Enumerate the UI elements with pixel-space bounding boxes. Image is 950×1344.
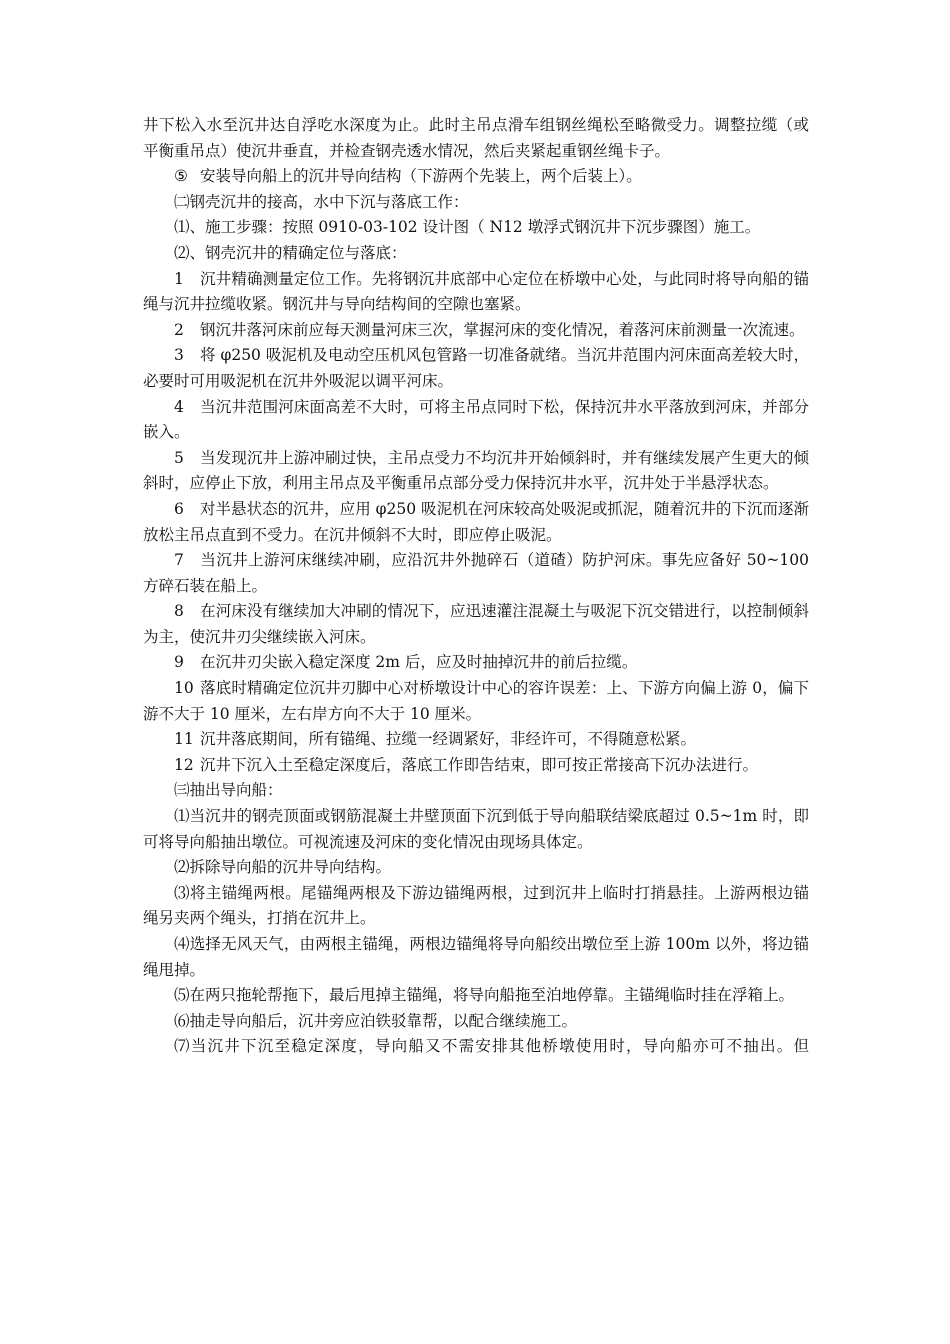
paragraph-p19	[143, 855, 809, 881]
paragraph-text: 将 φ250 吸泥机及电动空压机风包管路一切准备就绪。当沉井范围内河床面高差较大时，必要时可用吸泥机在沉井外吸泥以调平河床。	[143, 346, 809, 390]
item-number: 2	[174, 320, 184, 339]
list-item-8	[143, 599, 809, 650]
paragraph-p04	[143, 241, 809, 267]
paragraph-p18	[143, 804, 809, 855]
item-number: 3	[174, 346, 184, 365]
item-number: 6	[174, 499, 184, 518]
list-item-5	[143, 446, 809, 497]
paragraph-text: ⑷选择无风天气，由两根主锚绳，两根边锚绳将导向船绞出墩位至上游 100m 以外，将边锚绳甩掉。	[143, 935, 809, 979]
list-item-10	[143, 676, 809, 727]
section-heading-2	[143, 190, 809, 216]
list-item-1	[143, 267, 809, 318]
paragraph-text: ⑹抽走导向船后，沉井旁应泊铁驳靠帮，以配合继续施工。	[174, 1011, 578, 1030]
paragraph-text: 沉井下沉入土至稳定深度后，落底工作即告结束，即可按正常接高下沉办法进行。	[200, 755, 759, 774]
paragraph-p03	[143, 215, 809, 241]
paragraph-text: 当沉井上游河床继续冲刷，应沿沉井外抛碎石（道碴）防护河床。事先应备好 50~100 方碎石装在船上。	[143, 551, 809, 595]
paragraph-text: 沉井落底期间，所有锚绳、拉缆一经调紧好，非经许可，不得随意松紧。	[200, 730, 697, 749]
paragraph-text: 落底时精确定位沉井刃脚中心对桥墩设计中心的容许误差：上、下游方向偏上游 0，偏下游不大于 10 厘米，左右岸方向不大于 10 厘米。	[143, 679, 809, 723]
document-body	[143, 113, 809, 1060]
item-number: 9	[174, 653, 184, 672]
paragraph-p21	[143, 932, 809, 983]
paragraph-text: 当发现沉井上游冲刷过快，主吊点受力不均沉井开始倾斜时，并有继续发展产生更大的倾斜时，应停止下放，利用主吊点及平衡重吊点部分受力保持沉井水平，沉井处于半悬浮状态。	[143, 448, 809, 493]
paragraph-p24	[143, 1034, 809, 1060]
paragraph-p20	[143, 881, 809, 932]
paragraph-text: ㈡钢壳沉井的接高，水中下沉与落底工作：	[174, 192, 469, 211]
item-number: 1	[174, 269, 184, 288]
section-heading-3	[143, 778, 809, 804]
paragraph-text: 对半悬状态的沉井，应用 φ250 吸泥机在河床较高处吸泥或抓泥，随着沉井的下沉而逐渐放松主吊点直到不受力。在沉井倾斜不大时，即应停止吸泥。	[143, 499, 809, 544]
paragraph-text: ⑵、钢壳沉井的精确定位与落底：	[174, 243, 407, 262]
paragraph-text: ⑴当沉井的钢壳顶面或钢筋混凝土井壁顶面下沉到低于导向船联结梁底超过 0.5~1m 时，即可将导向船抽出墩位。可视流速及河床的变化情况由现场具体定。	[143, 807, 809, 851]
list-item-2	[143, 318, 809, 344]
paragraph-text: ㈢抽出导向船：	[174, 781, 283, 800]
list-item-4	[143, 395, 809, 446]
paragraph-p23	[143, 1009, 809, 1035]
paragraph-text: ⑵拆除导向船的沉井导向结构。	[174, 858, 392, 877]
paragraph-p22	[143, 983, 809, 1009]
item-number: 5	[174, 448, 184, 467]
list-item-11	[143, 727, 809, 753]
paragraph-text: 沉井精确测量定位工作。先将钢沉井底部中心定位在桥墩中心处，与此同时将导向船的锚绳与沉井拉缆收紧。钢沉井与导向结构间的空隙也塞紧。	[143, 269, 809, 314]
item-number: 7	[174, 551, 184, 570]
list-item-12	[143, 753, 809, 779]
paragraph-p00	[143, 113, 809, 164]
paragraph-text: 安装导向船上的沉井导向结构（下游两个先装上，两个后装上）。	[200, 167, 642, 186]
item-number: 12	[174, 755, 194, 774]
paragraph-text: 钢沉井落河床前应每天测量河床三次，掌握河床的变化情况，着落河床前测量一次流速。	[200, 320, 805, 339]
paragraph-text: 井下松入水至沉井达自浮吃水深度为止。此时主吊点滑车组钢丝绳松至略微受力。调整拉缆（或平衡重吊点）使沉井垂直，并检查钢壳透水情况，然后夹紧起重钢丝绳卡子。	[143, 116, 809, 160]
paragraph-text: 当沉井范围河床面高差不大时，可将主吊点同时下松，保持沉井水平落放到河床，并部分嵌入。	[143, 397, 809, 442]
item-number: ⑤	[174, 167, 188, 186]
paragraph-text: ⑺当沉井下沉至稳定深度，导向船又不需安排其他桥墩使用时，导向船亦可不抽出。但	[174, 1037, 809, 1056]
list-item-3	[143, 343, 809, 394]
paragraph-text: ⑶将主锚绳两根。尾锚绳两根及下游边锚绳两根，过到沉井上临时打捎悬挂。上游两根边锚绳另夹两个绳头，打捎在沉井上。	[143, 883, 809, 928]
paragraph-p01	[143, 164, 809, 190]
paragraph-text: 在河床没有继续加大冲刷的情况下，应迅速灌注混凝土与吸泥下沉交错进行，以控制倾斜为主，使沉井刃尖继续嵌入河床。	[143, 602, 809, 646]
item-number: 11	[174, 730, 194, 749]
list-item-7	[143, 548, 809, 599]
paragraph-text: 在沉井刃尖嵌入稳定深度 2m 后，应及时抽掉沉井的前后拉缆。	[200, 653, 638, 672]
item-number: 4	[174, 397, 184, 416]
paragraph-text: ⑸在两只拖轮帮拖下，最后甩掉主锚绳，将导向船拖至泊地停靠。主锚绳临时挂在浮箱上。	[174, 986, 795, 1005]
item-number: 10	[174, 679, 194, 698]
item-number: 8	[174, 602, 184, 621]
paragraph-text: ⑴、施工步骤：按照 0910-03-102 设计图（ N12 墩浮式钢沉井下沉步骤图）施工。	[174, 218, 761, 237]
list-item-6	[143, 497, 809, 548]
list-item-9	[143, 650, 809, 676]
